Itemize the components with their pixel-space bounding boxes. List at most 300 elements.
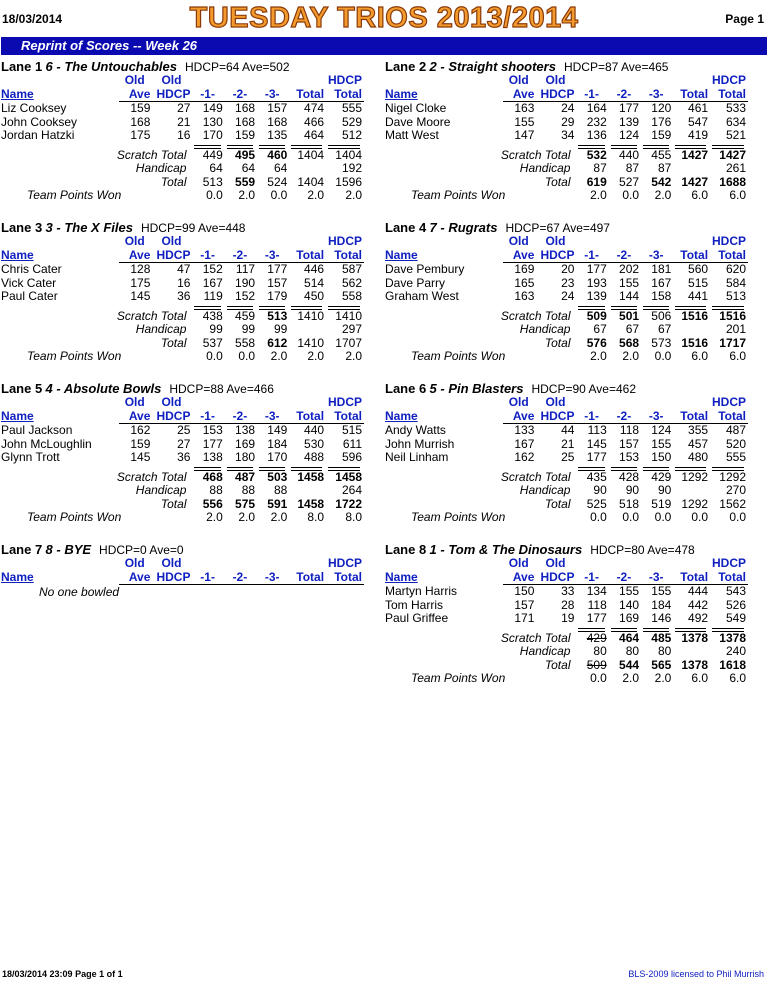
column-header: [673, 396, 710, 410]
summary-total: [673, 645, 710, 659]
summary-g2: [225, 176, 257, 190]
column-header-row: [385, 88, 748, 102]
player-g1: 149: [202, 101, 223, 115]
summary-value: 575: [235, 496, 256, 511]
summary-g1: [576, 484, 608, 498]
total-row: [1, 176, 364, 190]
column-header: [385, 557, 503, 571]
player-ave: 169: [514, 262, 535, 276]
column-header: Ave: [119, 410, 152, 424]
player-ave: 167: [514, 436, 535, 451]
player-row: [385, 102, 748, 116]
column-header: -2-: [609, 410, 641, 424]
column-header: -3-: [257, 571, 289, 585]
lane-number: Lane 5: [1, 381, 43, 396]
player-g1: 177: [586, 611, 607, 625]
lane-header: [1, 381, 369, 396]
player-g1: 170: [202, 128, 223, 142]
handicap-row: [385, 162, 748, 176]
player-g3: 167: [651, 275, 672, 290]
summary-g1: [576, 632, 608, 646]
summary-g2: [225, 337, 257, 351]
summary-g1: [192, 350, 224, 364]
summary-g1: [576, 189, 608, 203]
summary-htotal: [710, 176, 748, 190]
score-table: [385, 74, 748, 203]
column-header: [1, 396, 119, 410]
summary-value: 537: [202, 335, 223, 350]
column-header-row: [385, 571, 748, 585]
summary-value: 576: [586, 335, 607, 350]
summary-g3: [641, 471, 673, 485]
player-total: 440: [304, 423, 325, 437]
summary-value: 80: [625, 644, 640, 658]
summary-g1: [576, 471, 608, 485]
player-g3: 120: [651, 101, 672, 115]
summary-value: 1516: [719, 308, 746, 323]
player-ave: 162: [514, 450, 535, 464]
lane-number: Lane 4: [385, 220, 427, 235]
column-header: -1-: [192, 571, 224, 585]
summary-g1: [576, 350, 608, 364]
summary-total: [289, 350, 326, 364]
summary-value: 240: [725, 644, 746, 658]
column-header: Name: [385, 569, 418, 584]
lane-block: [1, 220, 369, 364]
summary-value: 556: [202, 496, 223, 511]
column-header-row: [1, 88, 364, 102]
column-header: Old: [545, 234, 566, 248]
column-header: [609, 396, 641, 410]
summary-value: 2.0: [654, 671, 672, 685]
summary-g2: [609, 337, 641, 351]
player-g3: 135: [267, 128, 288, 142]
player-htotal: 558: [341, 289, 362, 303]
summary-value: 573: [651, 335, 672, 350]
column-header: [257, 74, 289, 88]
column-header: [225, 235, 257, 249]
summary-value: 485: [651, 630, 672, 645]
column-header: HDCP: [327, 234, 362, 248]
column-header: [576, 557, 608, 571]
handicap-row: [1, 484, 364, 498]
column-header: HDCP: [711, 395, 746, 409]
column-header: Old: [124, 395, 145, 409]
column-header: Old: [124, 73, 145, 87]
player-ave: 145: [130, 289, 151, 303]
summary-g2: [609, 310, 641, 324]
column-header: Name: [1, 86, 34, 101]
summary-label: Total: [544, 335, 571, 350]
player-total: 474: [304, 101, 325, 115]
summary-g2: [225, 350, 257, 364]
summary-value: 509: [586, 308, 607, 323]
summary-value: 2.0: [590, 188, 607, 202]
summary-value: 2.0: [206, 510, 223, 524]
summary-value: 99: [273, 322, 288, 336]
summary-value: 0.0: [590, 671, 607, 685]
summary-label: Handicap: [519, 161, 571, 175]
summary-g3: [641, 323, 673, 337]
summary-htotal: [710, 672, 748, 686]
player-row: [1, 277, 364, 291]
column-header: -3-: [257, 88, 289, 102]
summary-value: 619: [586, 174, 607, 189]
player-row: [1, 438, 364, 452]
player-hdcp: 44: [561, 423, 575, 437]
summary-label: Team Points Won: [27, 349, 122, 363]
player-g3: 150: [651, 450, 672, 464]
team-hdcp: HDCP=87: [563, 60, 619, 74]
lane-block: [385, 381, 753, 525]
column-header: Name: [385, 247, 418, 262]
summary-value: 1292: [719, 469, 746, 484]
lane-block: [1, 59, 369, 203]
summary-value: 1378: [681, 657, 709, 672]
player-hdcp: 27: [177, 436, 191, 451]
team-points-row: [385, 189, 748, 203]
player-g1: 177: [586, 450, 607, 464]
column-header: Old: [161, 73, 182, 87]
player-g1: 139: [586, 289, 607, 303]
column-header: [641, 235, 673, 249]
total-row: [1, 498, 364, 512]
player-total: 514: [304, 275, 325, 290]
summary-total: [673, 471, 710, 485]
lane-number: Lane 1: [1, 59, 43, 74]
column-header: -2-: [609, 571, 641, 585]
summary-value: 1378: [681, 630, 709, 645]
summary-g2: [609, 511, 641, 525]
summary-total: [673, 672, 710, 686]
player-ave: 163: [514, 289, 535, 303]
column-header: Name: [385, 86, 418, 101]
column-header: Total: [326, 571, 364, 585]
column-header-row: [1, 571, 364, 585]
summary-g2: [609, 350, 641, 364]
player-hdcp: 33: [561, 584, 575, 598]
player-g1: 138: [202, 450, 223, 464]
summary-label: Scratch Total: [116, 469, 187, 484]
column-header: [385, 396, 503, 410]
player-htotal: 512: [341, 128, 362, 142]
column-header: -1-: [192, 249, 224, 263]
summary-label: Scratch Total: [500, 469, 571, 484]
summary-g2: [609, 189, 641, 203]
column-header: HDCP: [711, 234, 746, 248]
summary-label: Team Points Won: [411, 188, 506, 202]
no-bowl-note: No one bowled: [39, 585, 120, 599]
player-g2: 168: [235, 114, 256, 129]
column-header: Total: [673, 571, 710, 585]
player-total: 560: [688, 262, 709, 276]
summary-label: Total: [160, 335, 187, 350]
summary-value: 8.0: [345, 510, 362, 524]
summary-value: 0.0: [654, 510, 672, 524]
player-g2: 157: [619, 436, 640, 451]
summary-g3: [257, 337, 289, 351]
column-header: Old: [508, 73, 529, 87]
column-header-top: [385, 396, 748, 410]
player-g1: 193: [586, 275, 607, 290]
summary-value: 524: [267, 174, 288, 189]
column-header: HDCP: [711, 73, 746, 87]
scratch-total-row: [1, 471, 364, 485]
player-total: 441: [688, 289, 709, 303]
summary-value: 1404: [297, 174, 325, 189]
summary-g2: [609, 632, 641, 646]
lane-number: Lane 3: [1, 220, 43, 235]
summary-value: 435: [586, 469, 607, 484]
player-hdcp: 16: [177, 128, 191, 142]
column-header: Total: [710, 249, 748, 263]
summary-value: 558: [235, 335, 256, 350]
column-header: [225, 396, 257, 410]
player-g3: 124: [651, 423, 672, 437]
summary-g1: [576, 310, 608, 324]
summary-value: 509: [586, 657, 607, 672]
team-points-row: [1, 189, 364, 203]
column-header: [289, 74, 326, 88]
summary-g3: [641, 149, 673, 163]
team-average: Ave=502: [242, 60, 290, 74]
total-row: [385, 176, 748, 190]
summary-value: 1410: [297, 308, 325, 323]
player-total: 355: [688, 423, 709, 437]
summary-value: 1404: [297, 147, 325, 162]
summary-label: Total: [160, 496, 187, 511]
column-header: Old: [545, 556, 566, 570]
summary-label: Scratch Total: [116, 147, 187, 162]
team-name: 3 - The X Files: [45, 220, 133, 235]
summary-g2: [225, 310, 257, 324]
player-name: Liz Cooksey: [1, 100, 67, 115]
player-hdcp: 27: [177, 101, 191, 115]
player-hdcp: 19: [561, 611, 575, 625]
player-hdcp: 21: [561, 436, 575, 451]
summary-g1: [576, 645, 608, 659]
column-header: -1-: [576, 410, 608, 424]
column-header: [576, 74, 608, 88]
summary-label: Team Points Won: [411, 510, 506, 524]
player-name: John Cooksey: [1, 114, 78, 129]
summary-total: [289, 498, 326, 512]
summary-value: 1404: [335, 147, 362, 162]
summary-value: 501: [619, 308, 640, 323]
score-table: [1, 557, 364, 585]
player-g1: 130: [202, 114, 223, 129]
column-header: -1-: [576, 88, 608, 102]
summary-value: 565: [651, 657, 672, 672]
column-header: [609, 235, 641, 249]
player-name: Neil Linham: [385, 450, 449, 464]
player-row: [385, 451, 748, 465]
column-header: Old: [161, 234, 182, 248]
summary-g3: [641, 645, 673, 659]
summary-label: Total: [160, 174, 187, 189]
summary-value: 1717: [719, 335, 746, 350]
summary-value: 1516: [681, 335, 709, 350]
player-g1: 167: [202, 275, 223, 290]
player-hdcp: 16: [177, 275, 191, 290]
summary-value: 440: [619, 147, 640, 162]
player-ave: 133: [514, 423, 535, 437]
column-header: Old: [124, 556, 145, 570]
summary-total: [673, 149, 710, 163]
column-header: [673, 74, 710, 88]
team-points-row: [385, 350, 748, 364]
summary-htotal: [710, 511, 748, 525]
player-htotal: 555: [341, 101, 362, 115]
column-header: HDCP: [536, 88, 576, 102]
player-hdcp: 28: [561, 597, 575, 612]
player-name: Nigel Cloke: [385, 100, 447, 115]
team-average: Ave=466: [226, 382, 274, 396]
summary-value: 67: [657, 322, 672, 336]
summary-value: 201: [725, 322, 746, 336]
summary-value: 1707: [335, 335, 362, 350]
summary-value: 506: [651, 308, 672, 323]
player-total: 442: [688, 597, 709, 612]
column-header: [385, 74, 503, 88]
player-g2: 138: [235, 423, 256, 437]
column-header-row: [385, 249, 748, 263]
summary-total: [673, 659, 710, 673]
player-ave: 163: [514, 101, 535, 115]
column-header: -3-: [257, 249, 289, 263]
column-header-top: [385, 74, 748, 88]
summary-value: 525: [586, 496, 607, 511]
column-header: -3-: [641, 88, 673, 102]
column-header: [192, 557, 224, 571]
player-ave: 128: [130, 262, 151, 276]
player-g2: 124: [619, 128, 640, 142]
team-average: Ave=462: [588, 382, 636, 396]
player-g1: 134: [586, 584, 607, 598]
column-header: Old: [124, 234, 145, 248]
player-htotal: 513: [725, 289, 746, 303]
player-htotal: 487: [725, 423, 746, 437]
summary-htotal: [326, 162, 364, 176]
summary-htotal: [326, 484, 364, 498]
summary-g1: [576, 498, 608, 512]
summary-value: 2.0: [270, 349, 288, 363]
player-ave: 155: [514, 114, 535, 129]
summary-g3: [257, 310, 289, 324]
lane-block: [1, 381, 369, 525]
player-htotal: 611: [342, 436, 362, 451]
summary-htotal: [326, 149, 364, 163]
player-ave: 175: [130, 275, 151, 290]
summary-value: 468: [202, 469, 223, 484]
column-header: Old: [508, 395, 529, 409]
player-g2: 168: [235, 101, 256, 115]
column-header: [225, 557, 257, 571]
player-g3: 177: [267, 262, 288, 276]
team-name: 4 - Absolute Bowls: [45, 381, 162, 396]
summary-value: 90: [657, 483, 672, 497]
column-header: Old: [161, 395, 182, 409]
column-header: -2-: [225, 88, 257, 102]
team-points-row: [385, 511, 748, 525]
player-hdcp: 20: [561, 262, 575, 276]
summary-g1: [576, 323, 608, 337]
summary-value: 0.0: [206, 188, 223, 202]
summary-value: 1458: [297, 496, 325, 511]
total-row: [1, 337, 364, 351]
team-hdcp: HDCP=90: [531, 382, 586, 396]
player-ave: 175: [130, 128, 151, 142]
player-row: [1, 129, 364, 143]
summary-label: Team Points Won: [27, 188, 122, 202]
column-header: -1-: [576, 571, 608, 585]
column-header: [192, 235, 224, 249]
summary-g3: [641, 337, 673, 351]
player-htotal: 520: [725, 436, 746, 451]
summary-value: 460: [267, 147, 288, 162]
summary-value: 459: [235, 308, 256, 323]
summary-htotal: [326, 471, 364, 485]
column-header: HDCP: [327, 395, 362, 409]
summary-g2: [225, 498, 257, 512]
summary-g3: [641, 176, 673, 190]
team-points-row: [1, 511, 364, 525]
summary-g1: [576, 659, 608, 673]
team-average: Ave=497: [562, 221, 610, 235]
summary-label: Total: [544, 657, 571, 672]
scratch-total-row: [385, 632, 748, 646]
lane-header: [1, 542, 369, 557]
handicap-row: [1, 323, 364, 337]
summary-g3: [257, 323, 289, 337]
total-row: [385, 337, 748, 351]
player-name: Dave Pembury: [385, 261, 465, 276]
summary-g1: [192, 498, 224, 512]
summary-value: 6.0: [691, 349, 709, 363]
report-title: TUESDAY TRIOS 2013/2014: [189, 2, 579, 34]
summary-value: 1722: [335, 496, 362, 511]
summary-value: 2.0: [238, 188, 256, 202]
column-header: [1, 74, 119, 88]
column-header: [641, 557, 673, 571]
team-hdcp: HDCP=88: [169, 382, 224, 396]
summary-value: 1516: [681, 308, 709, 323]
summary-total: [673, 632, 710, 646]
summary-total: [673, 337, 710, 351]
summary-value: 1596: [335, 174, 362, 189]
summary-g1: [192, 484, 224, 498]
summary-value: 464: [619, 630, 640, 645]
column-header: [192, 74, 224, 88]
player-htotal: 529: [341, 114, 362, 129]
summary-value: 0.0: [691, 510, 709, 524]
player-row: [385, 263, 748, 277]
column-header: -2-: [609, 249, 641, 263]
summary-g1: [192, 511, 224, 525]
column-header: [1, 235, 119, 249]
column-header: -1-: [192, 410, 224, 424]
summary-htotal: [710, 337, 748, 351]
player-row: [1, 424, 364, 438]
summary-label: Handicap: [519, 644, 571, 658]
column-header: Total: [289, 571, 326, 585]
summary-g3: [257, 189, 289, 203]
column-header-row: [385, 410, 748, 424]
column-header: -3-: [257, 410, 289, 424]
player-ave: 147: [514, 128, 535, 142]
lane-block: [385, 59, 753, 203]
player-htotal: 515: [341, 423, 362, 437]
